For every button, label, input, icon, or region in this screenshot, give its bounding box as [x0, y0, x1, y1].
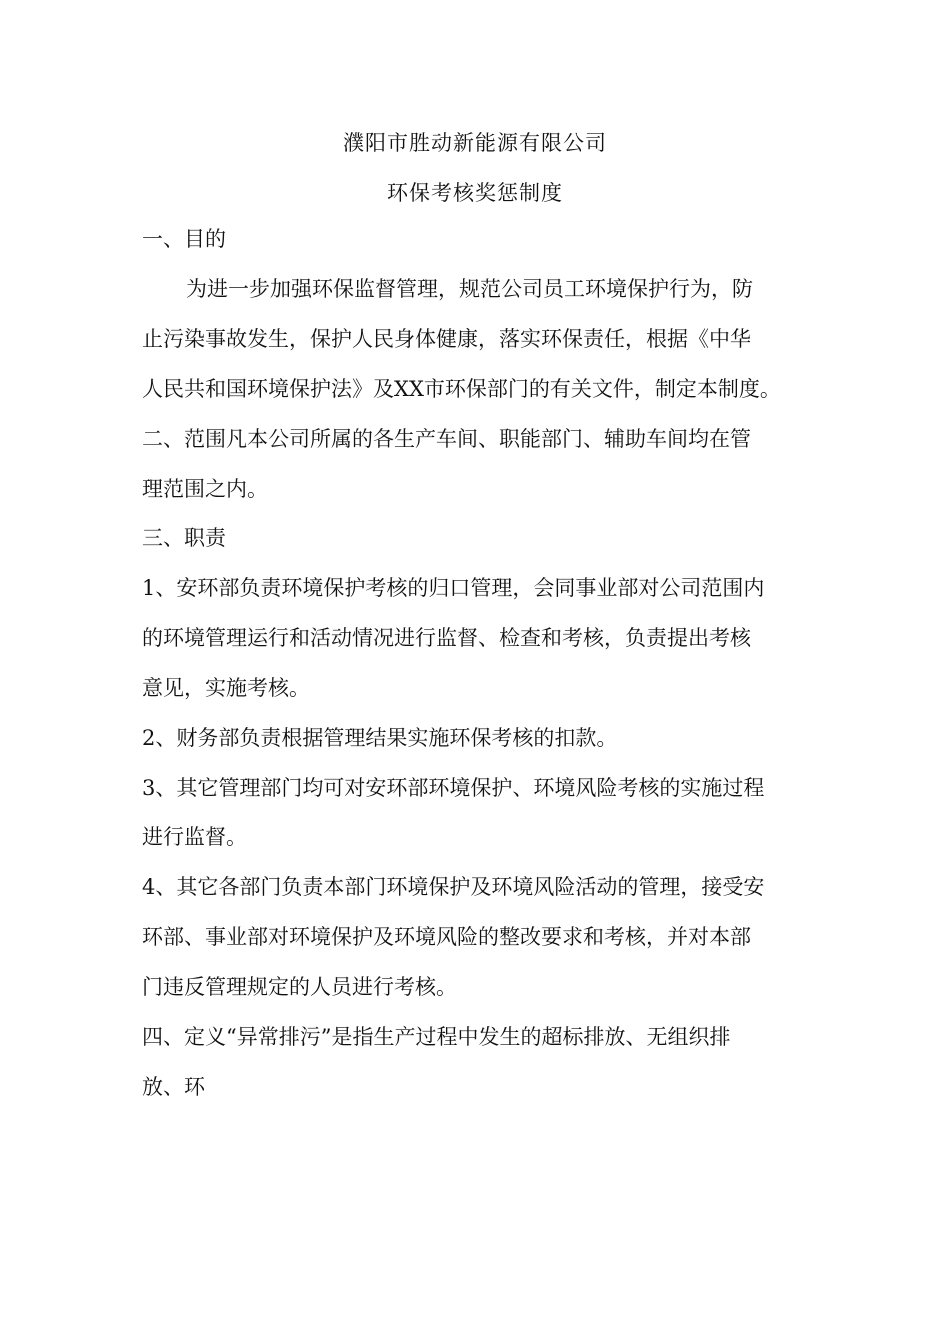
paragraph-line: 止污染事故发生，保护人民身体健康，落实环保责任，根据《中华: [142, 327, 751, 351]
paragraph-line: 门违反管理规定的人员进行考核。: [142, 975, 457, 999]
list-item: 3、其它管理部门均可对安环部环境保护、环境风险考核的实施过程: [142, 776, 765, 800]
list-item: 1、安环部负责环境保护考核的归口管理，会同事业部对公司范围内: [142, 576, 765, 600]
list-item: 2、财务部负责根据管理结果实施环保考核的扣款。: [142, 726, 618, 750]
company-name: 濮阳市胜动新能源有限公司: [343, 131, 607, 155]
paragraph-line: 理范围之内。: [142, 477, 268, 501]
section-heading-responsibilities: 三、职责: [142, 526, 226, 550]
paragraph-line: 进行监督。: [142, 825, 247, 849]
paragraph-line: 放、环: [142, 1075, 205, 1099]
document-title: 环保考核奖惩制度: [387, 181, 563, 205]
paragraph-line: 人民共和国环境保护法》及XX市环保部门的有关文件，制定本制度。: [142, 377, 781, 401]
section-heading-purpose: 一、目的: [142, 227, 226, 251]
paragraph-line: 的环境管理运行和活动情况进行监督、检查和考核，负责提出考核: [142, 626, 751, 650]
paragraph-line: 环部、事业部对环境保护及环境风险的整改要求和考核，并对本部: [142, 925, 751, 949]
section-heading-definitions: 四、定义“异常排污”是指生产过程中发生的超标排放、无组织排: [142, 1025, 731, 1049]
list-item: 4、其它各部门负责本部门环境保护及环境风险活动的管理，接受安: [142, 875, 765, 899]
section-heading-scope: 二、范围凡本公司所属的各生产车间、职能部门、辅助车间均在管: [142, 427, 751, 451]
paragraph-line: 为进一步加强环保监督管理，规范公司员工环境保护行为，防: [186, 277, 753, 301]
paragraph-line: 意见，实施考核。: [142, 676, 310, 700]
